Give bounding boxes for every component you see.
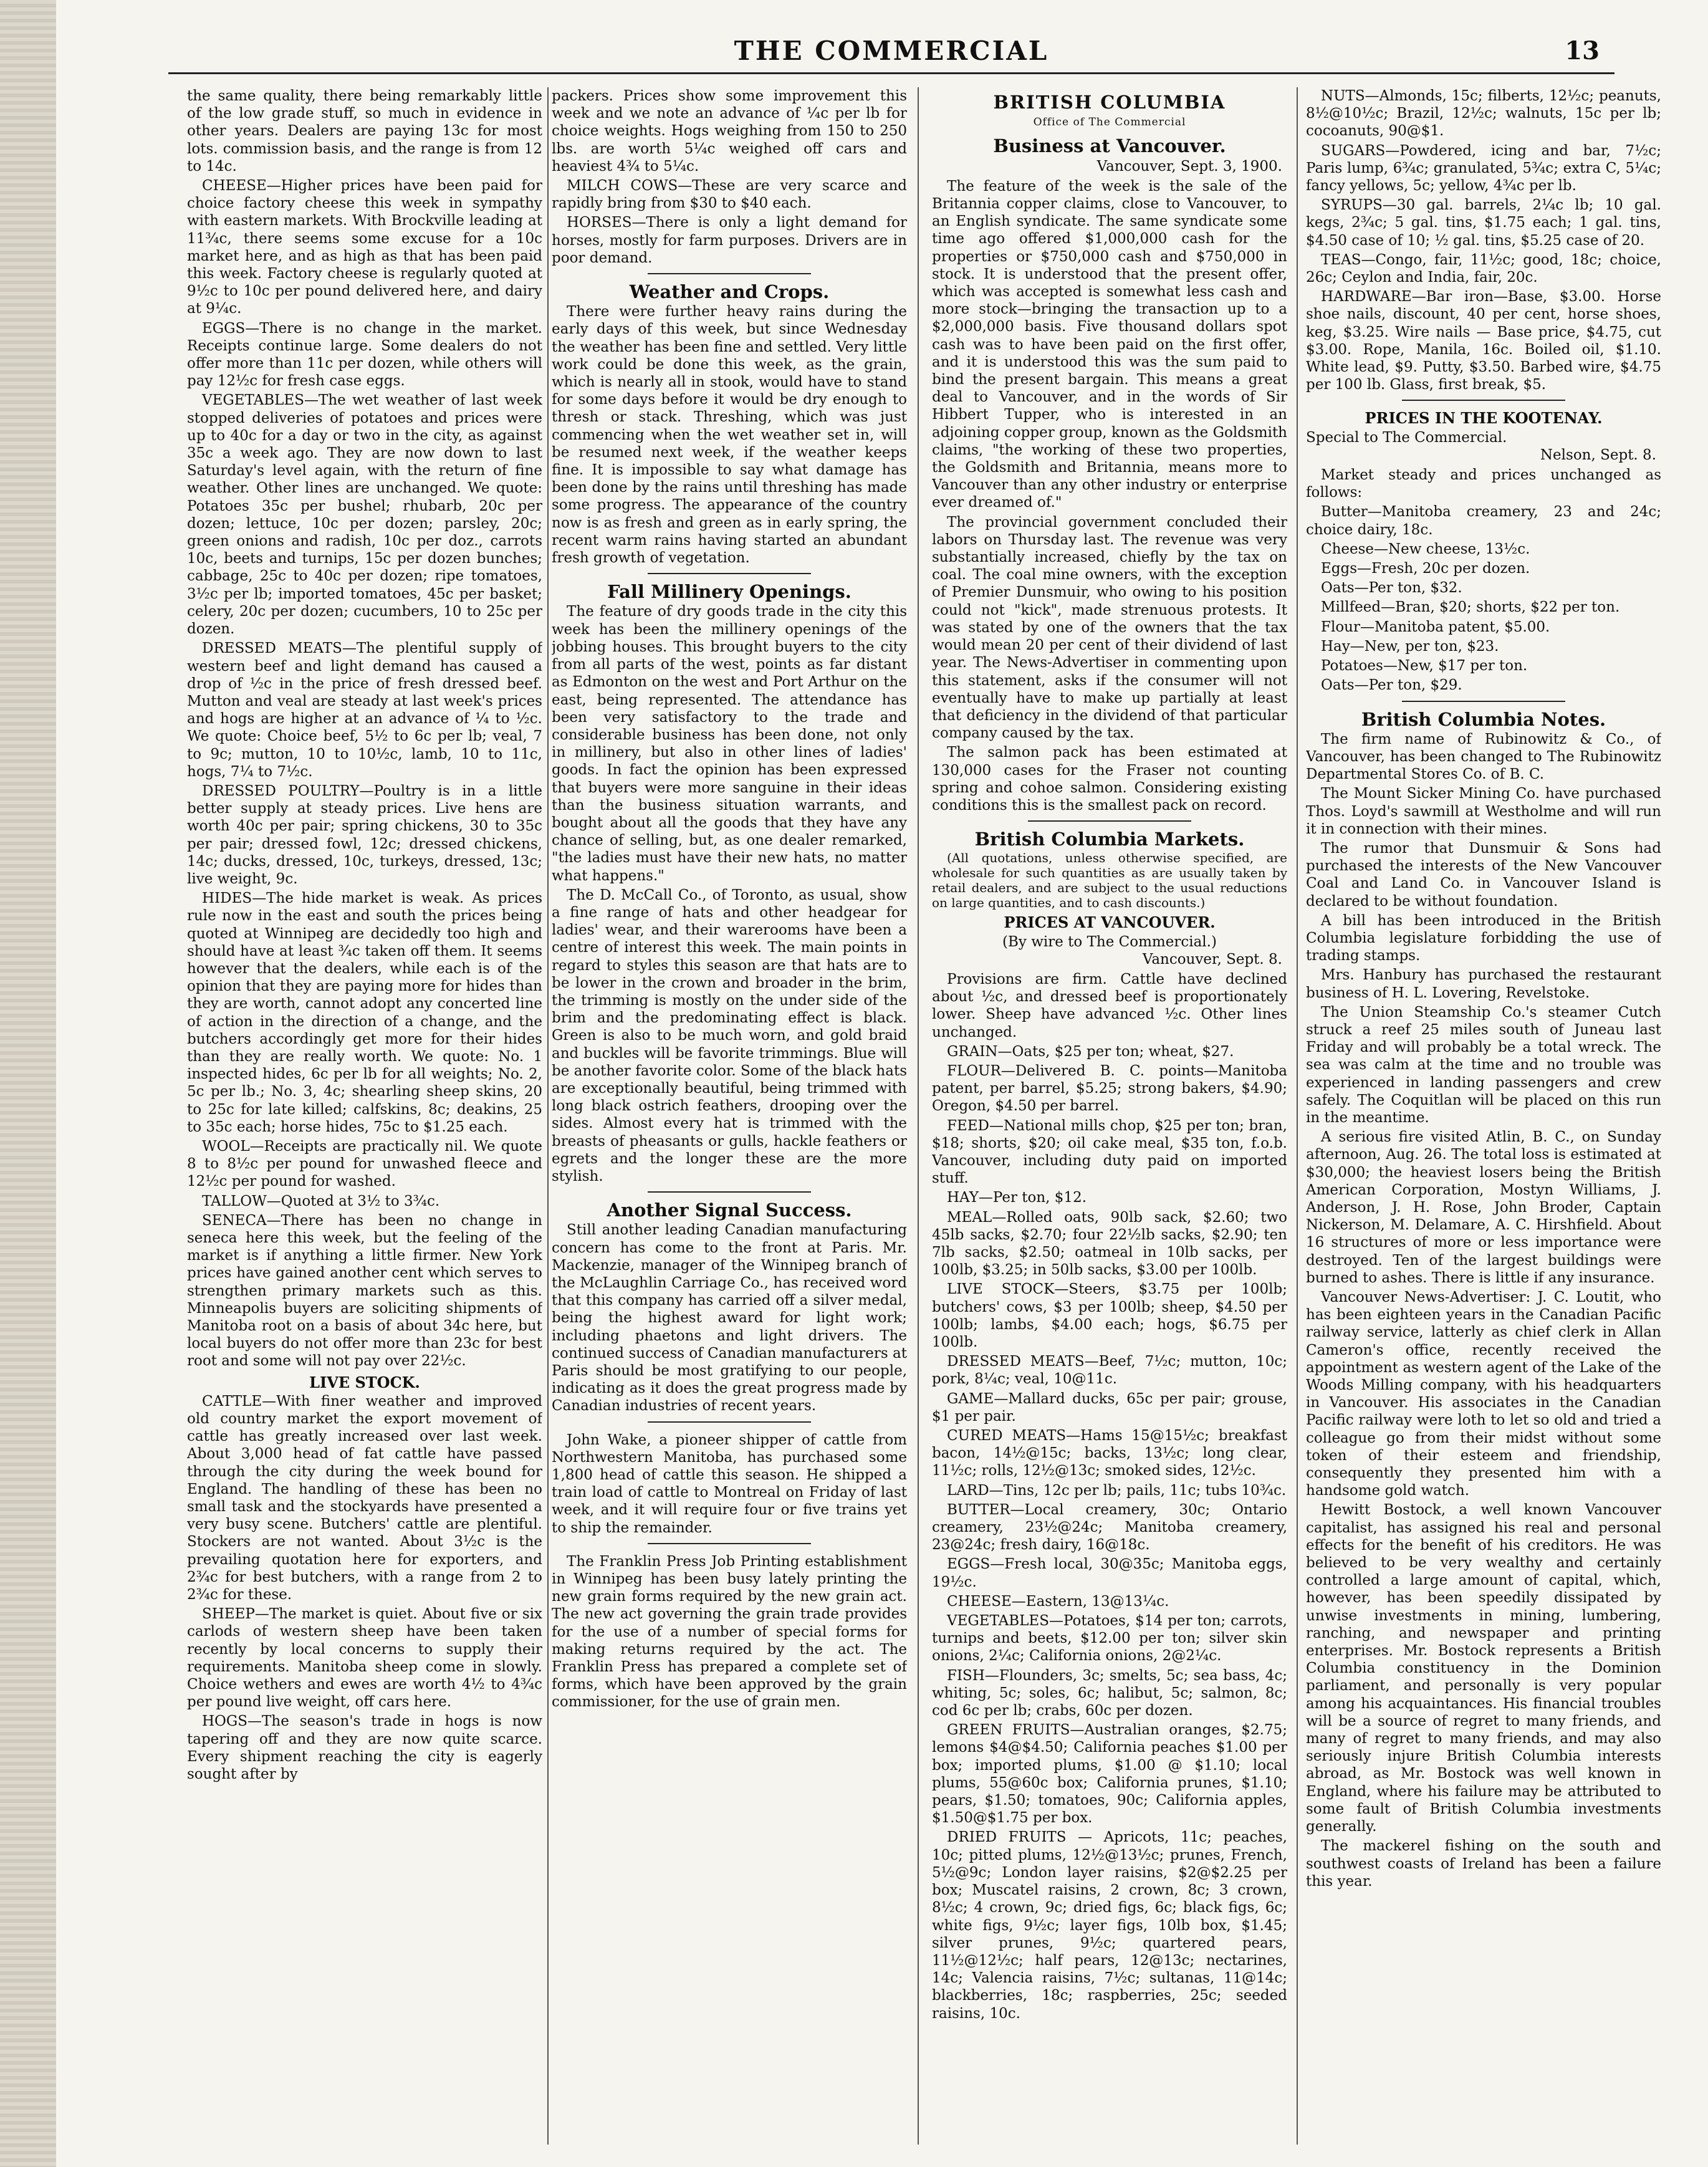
page-binding-edge [0,0,56,2167]
note-item: Mrs. Hanbury has purchased the restaurant business of H. L. Lovering, Revelstoke. [1306,967,1661,1001]
dateline: Vancouver, Sept. 3, 1900. [1096,158,1282,175]
news-item: The Franklin Press Job Printing establishment in Winnipeg has been busy lately printing the new grain forms required by the new grain act. The new act governing the grain trade provides for the use of a number of special forms for making returns required by the act. The Franklin Press has prepared a complete set of forms, which have been approved by the grain commissioner, for the use of grain men. [552,1553,907,1711]
sheep-report: SHEEP—The market is quiet. About five or six carlods of western sheep have been taken recently by local concerns to supply their requirements. Manitoba sheep come in slowly. Choice wethers and ewes are worth 4½ to 4¾c per pound live weight, off cars here. [187,1606,542,1711]
note-item: The Mount Sicker Mining Co. have purchased Thos. Loyd's sawmill at Westholme and will run it in connection with their mines. [1306,786,1661,837]
kootenay-oats-2: Oats—Per ton, $29. [1321,677,1462,694]
kootenay-intro: Market steady and prices unchanged as follows: [1306,467,1661,501]
fish-quote: FISH—Flounders, 3c; smelts, 5c; sea bass, 4c; whiting, 5c; soles, 6c; halibut, 5c; salmon, 8c; cod 6c per lb; crabs, 60c per dozen. [932,1667,1287,1719]
business-article-p2: The provincial government concluded their labors on Thursday last. The revenue was very substantially increased, chiefly by the tax on coal. The coal mine owners, with the exception of Premier Dunsmuir, who owing to his position could not "kick", made strenuous protests. It was stated by one of the owners that the tax would mean 20 per cent of their dividend of last year. The News-Advertiser in commenting upon this statement, asks if the consumer will not eventually have to make up partially at least that deficiency in the dividend of that particular company caused by the tax. [932,514,1287,742]
column-divider [547,87,549,2145]
grain-quote: GRAIN—Oats, $25 per ton; wheat, $27. [947,1043,1234,1060]
section-divider [1028,820,1191,822]
note-item: Vancouver News-Advertiser: J. C. Loutit, who has been eighteen years in the Canadian Pacific railway service, latterly as chief clerk in Allan Cameron's office, recently received the appointment as western agent of the Lake of the Woods Milling company, with his headquarters in Vancouver. His associates in the Canadian Pacific railway were loth to let so old and tried a colleague go from their midst without some token of their esteem and friendship, consequently they presented him with a handsome gold watch. [1306,1289,1661,1499]
syrups-quote: SYRUPS—30 gal. barrels, 2¼c lb; 10 gal. kegs, 2¾c; 5 gal. tins, $1.75 each; 1 gal. tins, $4.50 case of 10; ½ gal. tins, $5.25 case of 20. [1306,197,1661,249]
wool-report: WOOL—Receipts are practically nil. We quote 8 to 8½c per pound for unwashed fleece and 12½c per pound for washed. [187,1138,542,1190]
business-article-p1: The feature of the week is the sale of the Britannia copper claims, close to Vancouver, to an English syndicate. The same syndicate some time ago offered $1,000,000 cash for the properties or $750,000 cash and $750,000 in stock. It is understood that the present offer, which was accepted is somewhat less cash and more stock—bringing the transaction up to a $2,000,000 basis. Five thousand dollars spot cash was to have been paid on the first offer, and it is understood this was the sum paid to bind the present bargain. This means a great deal to Vancouver, and in the words of Sir Hibbert Tupper, who is interested in an adjoining copper group, known as the Goldsmith claims, "the working of these two properties, the Goldsmith and Britannia, means more to Vancouver than any other industry or enterprise ever dreamed of." [932,178,1287,511]
meal-quote: MEAL—Rolled oats, 90lb sack, $2.60; two 45lb sacks, $2.70; four 22½lb sacks, $2.90; ten 7lb sacks, $2.50; oatmeal in 10lb sacks, per 100lb, $3.25; in 50lb sacks, $3.00 per 100lb. [932,1209,1287,1279]
column-1 [187,87,542,2151]
kootenay-eggs: Eggs—Fresh, 20c per dozen. [1321,560,1530,577]
paragraph: the same quality, there being remarkably little of the low grade stuff, so much in evidence in other years. Dealers are paying 13c for most lots. commission basis, and the range is from 12 to 14c. [187,88,542,175]
masthead-title: THE COMMERCIAL [734,35,1049,66]
live-stock-quote: LIVE STOCK—Steers, $3.75 per 100lb; butchers' cows, $3 per 100lb; sheep, $4.50 per 100lb; lambs, $4.00 each; hogs, $6.75 per 100lb. [932,1281,1287,1350]
page-header [168,29,1614,74]
hogs-report: HOGS—The season's trade in hogs is now tapering off and they are now quite scarce. Every shipment reaching the city is eagerly sought after by [187,1713,542,1783]
paragraph: packers. Prices show some improvement this week and we note an advance of ¼c per lb for choice weights. Hogs weighing from 150 to 250 lbs. are worth 5¼c weighed off cars and heaviest 4¾ to 5¼c. [552,88,907,175]
section-subheading: Office of The Commercial [1033,116,1186,129]
sugars-quote: SUGARS—Powdered, icing and bar, 7½c; Paris lump, 6¾c; granulated, 5¾c; extra C, 5¼c; fancy yellows, 5c; yellow, 4¾c per lb. [1306,142,1661,195]
flour-quote: FLOUR—Delivered B. C. points—Manitoba patent, per barrel, $5.25; strong bakers, $4.90; Oregon, $4.50 per barrel. [932,1062,1287,1115]
cheese-report: CHEESE—Higher prices have been paid for choice factory cheese this week in sympathy with eastern markets. With Brockville leading at 11¾c, there seems some excuse for a 10c market here, and as high as that has been paid this week. Factory cheese is regularly quoted at 9½c to 10c per pound delivered here, and dairy at 9¼c. [187,178,542,317]
seneca-report: SENECA—There has been no change in seneca here this week, but the feeling of the market is if anything a little firmer. New York prices have gained another cent which serves to strengthen primary markets such as this. Minneapolis buyers are soliciting shipments of Manitoba root on a basis of about 34c here, but local buyers do not offer more than 23c for best root and some will not pay over 22½c. [187,1212,542,1370]
teas-quote: TEAS—Congo, fair, 11½c; good, 18c; choice, 26c; Ceylon and India, fair, 20c. [1306,251,1661,286]
note-item: The firm name of Rubinowitz & Co., of Vancouver, has been changed to The Rubinowitz Departmental Stores Co. of B. C. [1306,731,1661,783]
kootenay-cheese: Cheese—New cheese, 13½c. [1321,541,1530,557]
millinery-article-p2: The D. McCall Co., of Toronto, as usual, show a fine range of hats and other headgear for ladies' wear, and their warerooms have been a centre of interest this week. The main points in regard to styles this season are that hats are to be lower in the crown and broader in the brim, the trimming is mostly on the under side of the brim and the predominating effect is black. Green is also to be much worn, and gold braid and buckles will be favorite trimmings. Blue will be another favorite color. Some of the black hats are exceptionally beautiful, being trimmed with long black ostrich feathers, drooping over the sides. Almost every hat is trimmed with the breasts of pheasants or gulls, hackle feathers or egrets and the longer these are the more stylish. [552,886,907,1184]
kootenay-oats: Oats—Per ton, $32. [1321,580,1462,597]
column-2 [552,87,907,2151]
section-heading-live-stock: LIVE STOCK. [309,1373,420,1391]
column-3 [932,87,1287,2151]
note-item: The Union Steamship Co.'s steamer Cutch struck a reef 25 miles south of Juneau last Friday and will probably be a total wreck. The sea was calm at the time and no trouble was experienced in landing passengers and crew safely. The Coquitlan will be placed on this run in the meantime. [1306,1004,1661,1126]
news-item: John Wake, a pioneer shipper of cattle from Northwestern Manitoba, has purchased some 1,800 head of cattle this season. He shipped a train load of cattle to Montreal on Friday of last week, and it will require four or five trains yet to ship the remainder. [552,1431,907,1536]
vegetables-report: VEGETABLES—The wet weather of last week stopped deliveries of potatoes and prices were up to 40c for a day or two in the city, as against 35c a week ago. They are now down to last Saturday's level again, with the return of fine weather. Other lines are unchanged. We quote: Potatoes 35c per bushel; rhubarb, 20c per dozen; lettuce, 10c per dozen; parsley, 20c; green onions and radish, 10c per doz., carrots 10c, beets and turnips, 15c per dozen bunches; cabbage, 25c to 40c per dozen; ripe tomatoes, 3½c per lb; imported tomatoes, 45c per basket; celery, 20c per dozen; cucumbers, 10 to 25c per dozen. [187,392,542,638]
dried-fruits-quote: DRIED FRUITS — Apricots, 11c; peaches, 10c; pitted plums, 12½@13½c; prunes, French, 5½@9c; London layer raisins, $2@$2.25 per box; Muscatel raisins, 2 crown, 8c; 3 crown, 8½c; 4 crown, 9c; dried figs, 6c; black figs, 6c; white figs, 9½c; layer figs, 10lb box, $1.45; silver prunes, 9½c; quartered pears, 11½@12½c; half pears, 12@13c; nectarines, 14c; Valencia raisins, 7½c; sultanas, 11@14c; blackberries, 18c; raspberries, 25c; seeded raisins, 10c. [932,1829,1287,2022]
hay-quote: HAY—Per ton, $12. [947,1189,1087,1206]
subheading-prices-kootenay: PRICES IN THE KOOTENAY. [1365,409,1603,428]
wire-credit: (By wire to The Commercial.) [1002,933,1217,950]
cheese-quote: CHEESE—Eastern, 13@13¼c. [947,1593,1169,1610]
quotations-note: (All quotations, unless otherwise specified, are wholesale for such quantities as are usually taken by retail dealers, and are subject to the usual reductions on large quantities, and to cash discounts.) [932,850,1287,911]
dateline: Nelson, Sept. 8. [1540,446,1656,463]
section-divider [648,1543,811,1544]
article-heading-signal-success: Another Signal Success. [607,1199,852,1221]
note-item: Hewitt Bostock, a well known Vancouver capitalist, has assigned his real and personal effects for the benefit of his creditors. He was believed to be very wealthy and certainly controlled a large amount of capital, which, however, has been speedily dissipated by unwise investments in mining, lumbering, ranching, and newspaper and printing enterprises. Mr. Bostock represents a British Columbia constituency in the Dominion parliament, and personally is very popular among his acquaintances. His financial troubles will be a source of regret to many friends, and many of regret to many friends, and may also seriously injure British Columbia interests abroad, as Mr. Bostock was well known in England, where his failure may be attributed to some fault of British Columbia investments generally. [1306,1502,1661,1835]
note-item: A bill has been introduced in the British Columbia legislature forbidding the use of trading stamps. [1306,912,1661,964]
kootenay-butter: Butter—Manitoba creamery, 23 and 24c; choice dairy, 18c. [1306,504,1661,538]
dressed-poultry-report: DRESSED POULTRY—Poultry is in a little better supply at steady prices. Live hens are worth 40c per pair; spring chickens, 30 to 35c per pair; dressed fowl, 12c; dressed chickens, 14c; ducks, dressed, 10c, turkeys, dressed, 13c; live weight, 9c. [187,782,542,887]
butter-quote: BUTTER—Local creamery, 30c; Ontario creamery, 23½@24c; Manitoba creamery, 23@24c; fresh dairy, 16@18c. [932,1501,1287,1554]
section-divider [1402,701,1565,702]
special-credit: Special to The Commercial. [1306,429,1507,446]
note-item: A serious fire visited Atlin, B. C., on Sunday afternoon, Aug. 26. The total loss is estimated at $30,000; the heaviest losers being the British American Corporation, Mostyn Williams, J. Anderson, J. H. Rose, John Broder, Captain Nickerson, M. Delamare, A. C. Hirshfield. About 16 structures of more or less importance were destroyed. Ten of the largest buildings were burned to ashes. There is little if any insurance. [1306,1129,1661,1286]
kootenay-potatoes: Potatoes—New, $17 per ton. [1321,658,1528,675]
column-4 [1306,87,1661,2151]
hides-report: HIDES—The hide market is weak. As prices rule now in the east and south the prices being quoted at Winnipeg are decidedly too high and should have at least ¾c taken off them. It seems however that the dealers, while each is of the opinion that they are paying more for hides than they are worth, cannot adopt any concerted line of action in the direction of a change, and the butchers accordingly get more for their hides than they are really worth. We quote: No. 1 inspected hides, 6c per lb for all weights; No. 2, 5c per lb.; No. 3, 4c; shearling sheep skins, 20 to 25c for late killed; calfskins, 8c; deakins, 25 to 35c each; horse hides, 75c to $1.25 each. [187,890,542,1135]
section-divider [1402,400,1565,401]
article-heading-bc-markets: British Columbia Markets. [974,829,1245,850]
feed-quote: FEED—National mills chop, $25 per ton; bran, $18; shorts, $20; oil cake meal, $35 ton, f.o.b. Vancouver, including duty paid on imported stuff. [932,1117,1287,1187]
article-heading-business-vancouver: Business at Vancouver. [993,135,1226,157]
millinery-article-p1: The feature of dry goods trade in the city this week has been the millinery openings of the jobbing houses. This brought buyers to the city from all parts of the west, points as far distant as Edmonton on the west and Port Arthur on the east, being represented. The attendance has been very satisfactory to the trade and considerable business has been done, not only in millinery, but also in other lines of ladies' goods. In fact the opinion has been expressed that buyers were more sanguine in their ideas than the business situation warrants, and bought about all the goods that they have any chance of selling, but, as one dealer remarked, "the ladies must have their new hats, no matter what happens." [552,603,907,884]
article-heading-weather: Weather and Crops. [629,281,830,303]
note-item: The mackerel fishing on the south and southwest coasts of Ireland has been a failure this year. [1306,1838,1661,1890]
cattle-report: CATTLE—With finer weather and improved old country market the export movement of cattle has greatly increased over last week. About 3,000 head of fat cattle have passed through the city during the week bound for England. The handling of these has been no small task and the stockyards have presented a very busy scene. Butchers' cattle are plentiful. Stockers are not wanted. About 3½c is the prevailing quotation here for exporters, and 2¾c for best butchers, with a range from 2 to 2¾c for these. [187,1393,542,1603]
section-divider [648,573,811,574]
eggs-quote: EGGS—Fresh local, 30@35c; Manitoba eggs, 19½c. [932,1556,1287,1590]
vegetables-quote: VEGETABLES—Potatoes, $14 per ton; carrots, turnips and beets, $12.00 per ton; silver skin onions, 2¼c; California onions, 2@2¼c. [932,1613,1287,1665]
hardware-quote: HARDWARE—Bar iron—Base, $3.00. Horse shoe nails, discount, 40 per cent, horse shoes, keg, $3.25. Wire nails — Base price, $4.75, cut $3.00. Rope, Manila, 16c. Boiled oil, $1.10. White lead, $9. Putty, $3.50. Barbed wire, $4.75 per 100 lb. Glass, first break, $5. [1306,289,1661,393]
business-article-p3: The salmon pack has been estimated at 130,000 cases for the Fraser not counting spring and cohoe salmon. Considering existing conditions this is the smallest pack on record. [932,744,1287,814]
section-divider [648,1421,811,1423]
weather-article: There were further heavy rains during the early days of this week, but since Wednesday the weather has been fine and settled. Very little work could be done this week, as the grain, which is nearly all in stook, would have to stand for some days before it would be dry enough to thresh or stack. Threshing, which was just commencing when the wet weather set in, will be resumed next week, if the weather keeps fine. It is impossible to say what damage has been done by the rains until threshing has made some progress. The appearance of the country now is as fresh and green as in early spring, the recent warm rains having started an abundant fresh growth of vegetation. [552,304,907,567]
cured-meats-quote: CURED MEATS—Hams 15@15½c; breakfast bacon, 14½@15c; backs, 13½c; long clear, 11½c; rolls, 12½@13c; smoked sides, 12½c. [932,1428,1287,1479]
dressed-meats-quote: DRESSED MEATS—Beef, 7½c; mutton, 10c; pork, 8¼c; veal, 10@11c. [932,1353,1287,1388]
milch-cows-report: MILCH COWS—These are very scarce and rapidly bring from $30 to $40 each. [552,178,907,212]
dressed-meats-report: DRESSED MEATS—The plentiful supply of western beef and light demand has caused a drop of ½c in the price of fresh dressed beef. Mutton and veal are steady at last week's prices and hogs are higher at an advance of ¼ to ½c. We quote: Choice beef, 5½ to 6c per lb; veal, 7 to 9c; mutton, 10 to 10½c, lamb, 10 to 11c, hogs, 7¼ to 7½c. [187,640,542,780]
note-item: The rumor that Dunsmuir & Sons had purchased the interests of the New Vancouver Coal and Land Co. in Vancouver Island is declared to be without foundation. [1306,840,1661,910]
eggs-report: EGGS—There is no change in the market. Receipts continue large. Some dealers do not offer more than 11c per dozen, while others will pay 12½c for fresh case eggs. [187,320,542,390]
kootenay-flour: Flour—Manitoba patent, $5.00. [1321,618,1550,635]
tallow-report: TALLOW—Quoted at 3½ to 3¾c. [202,1193,440,1209]
market-summary: Provisions are firm. Cattle have declined about ½c, and dressed beef is proportionately lower. Sheep have advanced ½c. Other lines unchanged. [932,971,1287,1040]
nuts-quote: NUTS—Almonds, 15c; filberts, 12½c; peanuts, 8½@10½c; Brazil, 12½c; walnuts, 15c per lb; cocoanuts, 90@$1. [1306,88,1661,140]
page-number: 13 [1565,36,1600,65]
lard-quote: LARD—Tins, 12c per lb; pails, 11c; tubs 10¾c. [947,1482,1287,1499]
section-heading-british-columbia: BRITISH COLUMBIA [993,92,1226,113]
column-divider [918,87,919,2145]
subheading-prices-vancouver: PRICES AT VANCOUVER. [1004,913,1216,932]
article-heading-bc-notes: British Columbia Notes. [1361,708,1606,730]
kootenay-hay: Hay—New, per ton, $23. [1321,638,1499,655]
column-divider [1297,87,1298,2145]
horses-report: HORSES—There is only a light demand for horses, mostly for farm purposes. Drivers are in poor demand. [552,214,907,266]
game-quote: GAME—Mallard ducks, 65c per pair; grouse, $1 per pair. [932,1390,1287,1425]
section-divider [648,1191,811,1193]
dateline: Vancouver, Sept. 8. [1142,951,1282,968]
section-divider [648,273,811,274]
article-heading-millinery: Fall Millinery Openings. [607,581,852,603]
kootenay-millfeed: Millfeed—Bran, $20; shorts, $22 per ton. [1321,599,1620,616]
green-fruits-quote: GREEN FRUITS—Australian oranges, $2.75; lemons $4@$4.50; California peaches $1.00 per box; imported plums, $1.00 @ $1.10; local plums, 55@60c box; California prunes, $1.10; pears, $1.50; tomatoes, 90c; California apples, $1.50@$1.75 per box. [932,1722,1287,1827]
signal-success-article: Still another leading Canadian manufacturing concern has come to the front at Paris. Mr. Mackenzie, manager of the Winnipeg branch of the McLaughlin Carriage Co., has received word that this company has carried off a silver medal, being the highest award for light work; including phaetons and light drivers. The continued success of Canadian manufacturers at Paris should be most gratifying to our people, indicating as it does the great progress made by Canadian industries of recent years. [552,1222,907,1415]
